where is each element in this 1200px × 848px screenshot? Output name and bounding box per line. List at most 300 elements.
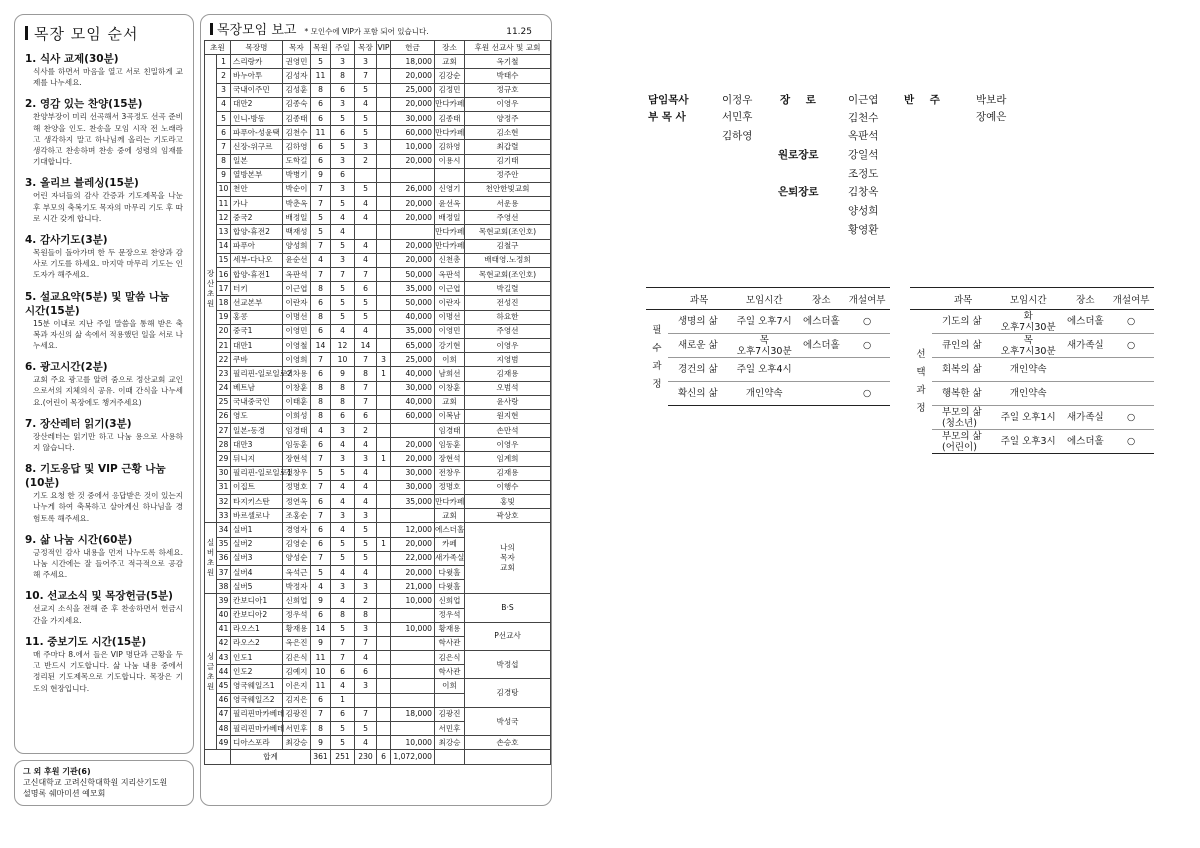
leader-name: 이영희: [283, 353, 311, 367]
sunday-count: 8: [331, 608, 355, 622]
total-members: 361: [311, 750, 331, 764]
offering-amount: 40,000: [391, 367, 435, 381]
mokjang-count: 7: [355, 707, 377, 721]
row-number: 45: [217, 679, 231, 693]
meeting-place: 강기현: [435, 338, 465, 352]
row-number: 22: [217, 353, 231, 367]
member-count: 5: [311, 466, 331, 480]
mokjang-count: 5: [355, 310, 377, 324]
mokjang-count: 5: [355, 551, 377, 565]
vip-count: [377, 282, 391, 296]
vip-count: [377, 707, 391, 721]
mokjang-count: 2: [355, 594, 377, 608]
sponsor-line-1: 고신대학교 고려신학대학원 지리산기도원: [23, 778, 168, 787]
mokjang-name: 가나: [231, 197, 283, 211]
mokjang-name: 세부-다나오: [231, 253, 283, 267]
support-missionary: 전성진: [465, 296, 551, 310]
meeting-place: 김종태: [435, 111, 465, 125]
sunday-count: 5: [331, 140, 355, 154]
step-title: 4. 감사기도(3분): [25, 234, 108, 247]
step-title: 9. 삶 나눔 시간(60분): [25, 533, 133, 546]
leader-name: 김종숙: [283, 97, 311, 111]
row-number: 11: [217, 197, 231, 211]
offering-amount: 35,000: [391, 495, 435, 509]
course-open: [844, 358, 890, 382]
step-title: 6. 광고시간(2분): [25, 361, 108, 374]
course-time: 주일 오후3시: [994, 430, 1062, 454]
mokjang-name: 영국웨일즈1: [231, 679, 283, 693]
meeting-order-panel: [14, 14, 194, 754]
vip-count: [377, 97, 391, 111]
table-row: [205, 182, 551, 196]
offering-amount: 20,000: [391, 537, 435, 551]
meeting-step: [25, 417, 183, 453]
vip-count: [377, 665, 391, 679]
member-count: 6: [311, 495, 331, 509]
col-header: 주일: [331, 41, 355, 55]
row-number: 7: [217, 140, 231, 154]
mokjang-name: 필리핀-일로일로2: [231, 367, 283, 381]
course-name: 기도의 삶: [932, 310, 994, 334]
sunday-count: 5: [331, 310, 355, 324]
leader-name: 김성훈: [283, 83, 311, 97]
table-row: [205, 594, 551, 608]
course-name: 새로운 삶: [668, 334, 730, 358]
course-open: ○: [1108, 310, 1154, 334]
mokjang-name: 홍콩: [231, 310, 283, 324]
vip-count: [377, 495, 391, 509]
row-number: 8: [217, 154, 231, 168]
step-description: 교회 주요 광고를 알려 줌으로 정산교회 교인으로서의 지체의식 공유. 이때 간식을 나누세요.(어린이 목장에도 챙겨주세요): [33, 375, 183, 407]
support-missionary: 홍빛: [465, 495, 551, 509]
course-open: ○: [1108, 406, 1154, 430]
sunday-count: 5: [331, 537, 355, 551]
sunday-count: 5: [331, 197, 355, 211]
sunday-count: 4: [331, 324, 355, 338]
step-description: 어린 자녀들의 감사 간증과 기도제목을 나눈 후 부모의 축복기도 목자의 마무리 기도 후 따로 시간 갖게 합니다.: [33, 191, 183, 223]
leader-name: 옥석근: [283, 565, 311, 579]
mokjang-count: 4: [355, 253, 377, 267]
col-header: 후원 선교사 및 교회: [465, 41, 551, 55]
offering-amount: 20,000: [391, 69, 435, 83]
mokjang-name: 스리랑카: [231, 55, 283, 69]
sunday-count: 4: [331, 523, 355, 537]
vip-count: [377, 126, 391, 140]
row-number: 37: [217, 565, 231, 579]
offering-amount: 20,000: [391, 253, 435, 267]
mokjang-count: 5: [355, 182, 377, 196]
member-count: 9: [311, 636, 331, 650]
mokjang-count: 6: [355, 665, 377, 679]
leader-name: 이란자: [283, 296, 311, 310]
leader-name: 도학길: [283, 154, 311, 168]
step-description: 15분 이내로 지난 주일 말씀을 통해 받은 축복과 자신의 삶 속에서 적용했던 일을 서로 나누세요.: [33, 318, 183, 351]
meeting-place: 최강승: [435, 736, 465, 750]
required-courses-table: [646, 287, 890, 406]
mokjang-name: 실버2: [231, 537, 283, 551]
leader-name: 윤순선: [283, 253, 311, 267]
table-row: [205, 197, 551, 211]
course-time: 주일 오후7시: [730, 310, 798, 334]
vip-count: [377, 338, 391, 352]
member-count: 11: [311, 679, 331, 693]
mokjang-count: 4: [355, 495, 377, 509]
mokjang-name: 천안: [231, 182, 283, 196]
meeting-place: 황재용: [435, 622, 465, 636]
course-col-header: 과목: [668, 288, 730, 310]
col-header: 목원: [311, 41, 331, 55]
row-number: 20: [217, 324, 231, 338]
meeting-place: 김광진: [435, 707, 465, 721]
member-count: 11: [311, 126, 331, 140]
emeritus-elder-label: 원로장로: [778, 149, 819, 161]
sunday-count: 5: [331, 736, 355, 750]
offering-amount: 26,000: [391, 182, 435, 196]
support-missionary: 배태영.노정희: [465, 253, 551, 267]
meeting-place: 새가족실: [435, 551, 465, 565]
total-blank: [435, 750, 465, 764]
mokjang-name: 바누아투: [231, 69, 283, 83]
sunday-count: 7: [331, 636, 355, 650]
table-row: [205, 338, 551, 352]
vip-count: [377, 523, 391, 537]
mokjang-count: 2: [355, 154, 377, 168]
row-number: 47: [217, 707, 231, 721]
sunday-count: 3: [331, 452, 355, 466]
course-place: 새가족실: [1062, 334, 1108, 358]
total-mokjang: 230: [355, 750, 377, 764]
table-row: [205, 225, 551, 239]
support-missionary: 손만석: [465, 424, 551, 438]
step-description: 기도 요청 한 것 중에서 응답받은 것이 있는지 나누게 하여 축복하고 살아계신 하나님을 경험토록 해주세요.: [33, 491, 183, 523]
mokjang-count: [355, 693, 377, 707]
support-missionary: 박길렬: [465, 282, 551, 296]
vip-count: [377, 594, 391, 608]
meeting-place: 배정일: [435, 211, 465, 225]
course-col-header: 개설여부: [844, 288, 890, 310]
meeting-place: 교회: [435, 395, 465, 409]
member-count: 4: [311, 580, 331, 594]
member-count: 7: [311, 353, 331, 367]
mokjang-name: 영국웨일즈2: [231, 693, 283, 707]
course-place: 에스더홀: [1062, 310, 1108, 334]
mokjang-count: 4: [355, 466, 377, 480]
meeting-place: 임경태: [435, 424, 465, 438]
mokjang-name: 타지키스탄: [231, 495, 283, 509]
meeting-place: 학사관: [435, 636, 465, 650]
meeting-step: [25, 589, 183, 625]
row-number: 43: [217, 651, 231, 665]
col-header: 목장: [355, 41, 377, 55]
course-time: 화 오후7시30분: [994, 310, 1062, 334]
mokjang-name: 실버5: [231, 580, 283, 594]
offering-amount: [391, 651, 435, 665]
leader-name: 양성순: [283, 551, 311, 565]
offering-amount: 25,000: [391, 83, 435, 97]
sunday-count: 8: [331, 395, 355, 409]
support-missionary: 목현교회(조인호): [465, 225, 551, 239]
accompanist-name: 장예은: [976, 111, 1007, 123]
step-description: 찬양부장이 미리 선곡해서 3곡정도 선곡 준비해 찬양을 인도. 찬송을 모임 시작 전 노래라고 생각하지 말고 하나님께 올리는 기도라고 생각하고 찬송하며 찬송 중에 성령의 임재를 기대합니다.: [33, 112, 183, 167]
mokjang-name: 인도2: [231, 665, 283, 679]
member-count: 8: [311, 409, 331, 423]
support-line: B·S: [501, 603, 514, 612]
meeting-place: 서민후: [435, 722, 465, 736]
mokjang-name: 바르셀로나: [231, 509, 283, 523]
mokjang-name: 중국1: [231, 324, 283, 338]
vip-count: [377, 268, 391, 282]
table-row: [205, 495, 551, 509]
mokjang-name: 합양-휴전1: [231, 268, 283, 282]
support-missionary: [465, 622, 551, 650]
table-row: [205, 367, 551, 381]
step-title: 5. 설교요약(5분) 및 말씀 나눔 시간(15분): [25, 290, 170, 317]
course-category: 선 택 과 정: [916, 348, 926, 414]
meeting-place: 교회: [435, 509, 465, 523]
sunday-count: 7: [331, 651, 355, 665]
support-missionary: 옥기철: [465, 55, 551, 69]
leader-name: 박정자: [283, 580, 311, 594]
vip-count: [377, 324, 391, 338]
vip-count: [377, 182, 391, 196]
mokjang-name: 라오스1: [231, 622, 283, 636]
support-missionary: 최갑렬: [465, 140, 551, 154]
sunday-count: 4: [331, 438, 355, 452]
step-title: 8. 기도응답 및 VIP 근황 나눔(10분): [25, 463, 166, 490]
row-number: 10: [217, 182, 231, 196]
table-row: [205, 168, 551, 182]
offering-amount: 30,000: [391, 480, 435, 494]
vip-count: 1: [377, 537, 391, 551]
offering-amount: 18,000: [391, 55, 435, 69]
member-count: 7: [311, 197, 331, 211]
course-time: 개인약속: [994, 358, 1062, 382]
mokjang-count: 4: [355, 97, 377, 111]
member-count: 7: [311, 452, 331, 466]
mokjang-name: 국내중국인: [231, 395, 283, 409]
report-note: * 모인수에 VIP가 포함 되어 있습니다.: [304, 27, 429, 36]
meeting-place: 김하영: [435, 140, 465, 154]
row-number: 5: [217, 111, 231, 125]
sunday-count: 5: [331, 111, 355, 125]
mokjang-name: 터키: [231, 282, 283, 296]
meeting-place: 정우석: [435, 608, 465, 622]
support-missionary: 곽상호: [465, 509, 551, 523]
course-category-header: [910, 288, 932, 310]
leader-name: 박춘옥: [283, 197, 311, 211]
leader-name: 김성자: [283, 69, 311, 83]
sunday-count: 9: [331, 367, 355, 381]
vip-count: [377, 580, 391, 594]
sunday-count: 4: [331, 225, 355, 239]
mokjang-count: 7: [355, 395, 377, 409]
mokjang-name: 국내이주민: [231, 83, 283, 97]
meeting-place: 이용시: [435, 154, 465, 168]
meeting-step: [25, 360, 183, 408]
row-number: 25: [217, 395, 231, 409]
sunday-count: 4: [331, 594, 355, 608]
support-missionary: 이영우: [465, 338, 551, 352]
leader-name: 이은지: [283, 679, 311, 693]
row-number: 32: [217, 495, 231, 509]
offering-amount: 10,000: [391, 140, 435, 154]
sunday-count: 5: [331, 282, 355, 296]
member-count: 6: [311, 324, 331, 338]
row-number: 33: [217, 509, 231, 523]
support-line: 박성국: [496, 716, 519, 726]
member-count: 14: [311, 338, 331, 352]
table-row: [205, 211, 551, 225]
row-number: 39: [217, 594, 231, 608]
member-count: 6: [311, 523, 331, 537]
vip-count: [377, 565, 391, 579]
offering-amount: [391, 168, 435, 182]
meeting-place: 신희업: [435, 594, 465, 608]
row-number: 29: [217, 452, 231, 466]
support-missionary: [465, 707, 551, 735]
support-missionary: 오범석: [465, 381, 551, 395]
support-missionary: 김재용: [465, 367, 551, 381]
course-col-header: 장소: [1062, 288, 1108, 310]
table-row: [205, 651, 551, 665]
pastor-name: 이정우: [722, 94, 753, 106]
leader-name: 김지은: [283, 693, 311, 707]
support-missionary: 이영우: [465, 97, 551, 111]
offering-amount: 20,000: [391, 239, 435, 253]
meeting-place: 윤선옥: [435, 197, 465, 211]
support-missionary: 하요한: [465, 310, 551, 324]
mokjang-count: 7: [355, 69, 377, 83]
table-row: [205, 111, 551, 125]
meeting-place: 정명호: [435, 480, 465, 494]
offering-amount: [391, 509, 435, 523]
sunday-count: 3: [331, 97, 355, 111]
step-description: 긍정적인 감사 내용을 먼저 나누도록 하세요. 나눔 시간에는 잘 들어주고 적극적으로 공감해 주세요.: [33, 547, 183, 580]
vip-count: [377, 69, 391, 83]
leader-name: 김은식: [283, 651, 311, 665]
mokjang-name: 열방본부: [231, 168, 283, 182]
sunday-count: 5: [331, 722, 355, 736]
step-title: 1. 식사 교제(30분): [25, 53, 119, 65]
leader-name: 이차용: [283, 367, 311, 381]
meeting-place: 임동훈: [435, 438, 465, 452]
course-col-header: 모임시간: [730, 288, 798, 310]
step-title: 10. 선교소식 및 목장헌금(5분): [25, 590, 173, 603]
sunday-count: 6: [331, 409, 355, 423]
course-time: 목 오후7시30분: [994, 334, 1062, 358]
offering-amount: 18,000: [391, 707, 435, 721]
member-count: 7: [311, 480, 331, 494]
leader-name: 김종태: [283, 111, 311, 125]
col-header: 목장명: [231, 41, 283, 55]
sunday-count: 3: [331, 253, 355, 267]
accompanist-label: 반 주: [904, 94, 946, 106]
meeting-step: [25, 97, 183, 167]
mokjang-count: 5: [355, 111, 377, 125]
mokjang-count: 4: [355, 438, 377, 452]
step-description: 장산레터는 읽기만 하고 나눔 용으로 사용하지 않습니다.: [33, 431, 183, 453]
support-missionary: 천안한빛교회: [465, 182, 551, 196]
mokjang-count: 5: [355, 126, 377, 140]
mokjang-count: 4: [355, 565, 377, 579]
offering-amount: 50,000: [391, 268, 435, 282]
vip-count: [377, 140, 391, 154]
vip-count: [377, 395, 391, 409]
group-label: 실 버 초 원: [205, 523, 217, 594]
course-place: 에스더홀: [798, 334, 844, 358]
support-missionary: 서운용: [465, 197, 551, 211]
emeritus-elder-name: 강일석: [848, 149, 879, 161]
member-count: 9: [311, 168, 331, 182]
sunday-count: 5: [331, 622, 355, 636]
course-name: 부모의 삶 (청소년): [932, 406, 994, 430]
table-row: [205, 268, 551, 282]
meeting-place: 신영기: [435, 182, 465, 196]
table-row: [205, 466, 551, 480]
member-count: 4: [311, 424, 331, 438]
mokjang-count: 4: [355, 736, 377, 750]
meeting-step: [25, 176, 183, 224]
leader-name: 김하영: [283, 140, 311, 154]
vip-count: [377, 622, 391, 636]
vip-count: 1: [377, 367, 391, 381]
offering-amount: 22,000: [391, 551, 435, 565]
leader-name: 정명호: [283, 480, 311, 494]
offering-amount: [391, 693, 435, 707]
course-row: [910, 430, 1154, 454]
offering-amount: 30,000: [391, 111, 435, 125]
meeting-place: 에스더홀: [435, 523, 465, 537]
vip-count: [377, 253, 391, 267]
mokjang-count: 4: [355, 211, 377, 225]
member-count: 8: [311, 282, 331, 296]
sunday-count: 5: [331, 296, 355, 310]
meeting-place: 이희: [435, 679, 465, 693]
leader-name: 김광진: [283, 707, 311, 721]
mokjang-name: 칸보디아2: [231, 608, 283, 622]
vip-count: [377, 168, 391, 182]
table-row: [205, 353, 551, 367]
sponsor-box: [14, 760, 194, 806]
elder-name: 이근엽: [848, 94, 879, 106]
course-category-header: [646, 288, 668, 310]
row-number: 34: [217, 523, 231, 537]
table-row: [205, 296, 551, 310]
sunday-count: 3: [331, 509, 355, 523]
sunday-count: 5: [331, 551, 355, 565]
report-date: 11.25: [506, 27, 532, 37]
mokjang-count: 7: [355, 636, 377, 650]
step-description: 매 주마다 8.에서 들은 VIP 명단과 근황을 두고 반드시 기도합니다. 삶 나눔 내용 중에서 정리된 기도제목으로 기도합니다. 목장은 기도의 현장입니다.: [33, 649, 183, 693]
support-missionary: 이행수: [465, 480, 551, 494]
mokjang-name: 실버4: [231, 565, 283, 579]
member-count: 8: [311, 83, 331, 97]
table-row: [205, 310, 551, 324]
member-count: 5: [311, 55, 331, 69]
offering-amount: [391, 679, 435, 693]
mokjang-count: 2: [355, 424, 377, 438]
meeting-place: 전창우: [435, 466, 465, 480]
leader-name: 이태훈: [283, 395, 311, 409]
vip-count: [377, 438, 391, 452]
table-row: [205, 424, 551, 438]
mokjang-count: 8: [355, 608, 377, 622]
row-number: 23: [217, 367, 231, 381]
offering-amount: 10,000: [391, 736, 435, 750]
meeting-place: 이희: [435, 353, 465, 367]
pastor-label: 담임목사: [648, 94, 689, 106]
meeting-order-title: 목장 모임 순서: [25, 23, 183, 44]
